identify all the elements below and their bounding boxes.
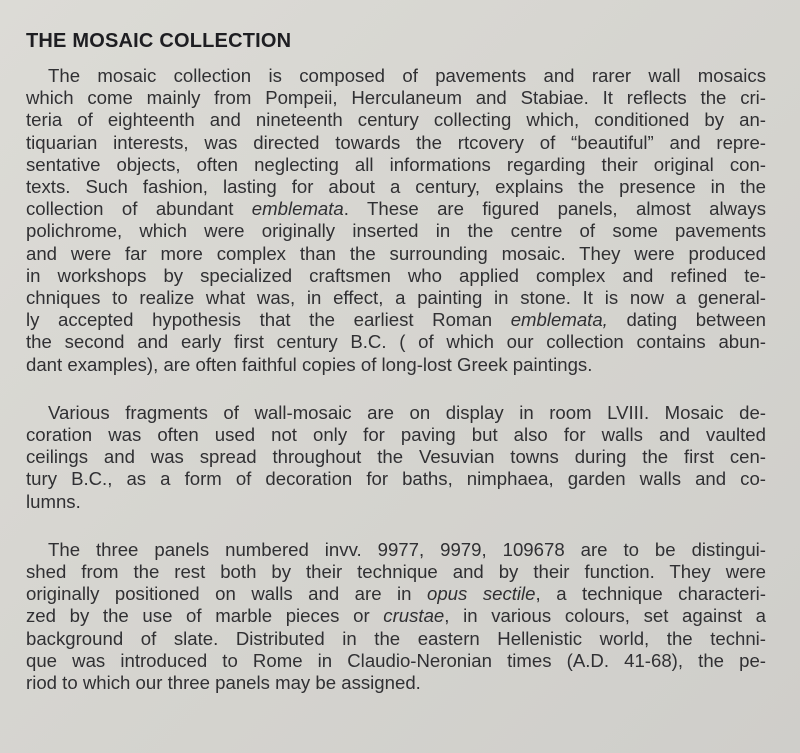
text-line: collection of abundant emblemata. These are figured panels, almost always xyxy=(26,198,766,220)
text-line: originally positioned on walls and are in opus sectile, a technique characteri- xyxy=(26,583,766,605)
text-line: tury B.C., as a form of decoration for baths, nimphaea, garden walls and co- xyxy=(26,468,766,490)
text-line: texts. Such fashion, lasting for about a century, explains the presence in the xyxy=(26,176,766,198)
text-line: ly accepted hypothesis that the earliest Roman emblemata, dating between xyxy=(26,309,767,331)
italic-term: emblemata xyxy=(251,198,344,220)
text-line: coration was often used not only for paving but also for walls and vaulted xyxy=(26,424,766,446)
text-line: chniques to realize what was, in effect, a painting in stone. It is now a general- xyxy=(26,287,766,309)
text-line: que was introduced to Rome in Claudio-Neronian times (A.D. 41-68), the pe- xyxy=(26,649,766,671)
text-line: the second and early first century B.C. ( of which our collection contains abun- xyxy=(26,331,766,353)
text-line: ceilings and was spread throughout the Vesuvian towns during the first cen- xyxy=(26,446,766,468)
paragraph-wall-mosaics xyxy=(26,402,766,513)
text-line: tiquarian interests, was directed towards the rtcovery of “beautiful” and repre- xyxy=(26,131,766,153)
italic-term: opus sectile xyxy=(427,583,536,605)
text-line: The three panels numbered invv. 9977, 9979, 109678 are to be distingui- xyxy=(48,538,766,560)
text-line: background of slate. Distributed in the eastern Hellenistic world, the techni- xyxy=(26,627,766,649)
text-line: dant examples), are often faithful copies of long-lost Greek paintings. xyxy=(26,353,593,375)
text-line: and were far more complex than the surrounding mosaic. They were produced xyxy=(26,242,766,264)
text-line: Various fragments of wall-mosaic are on display in room LVIII. Mosaic de- xyxy=(48,401,766,423)
text-line: The mosaic collection is composed of pavements and rarer wall mosaics xyxy=(48,65,766,86)
text-line: zed by the use of marble pieces or crustae, in various colours, set against a xyxy=(26,605,766,627)
italic-term: emblemata, xyxy=(510,309,608,331)
paragraph-collection-overview xyxy=(26,65,766,376)
text-line: lumns. xyxy=(26,490,81,512)
text-line: teria of eighteenth and nineteenth century collecting which, conditioned by an- xyxy=(26,109,766,131)
page-title: THE MOSAIC COLLECTION xyxy=(26,30,292,52)
text-line: which come mainly from Pompeii, Herculaneum and Stabiae. It reflects the cri- xyxy=(26,87,766,109)
italic-term: crustae xyxy=(383,605,445,627)
paragraph-opus-sectile-panels xyxy=(26,539,766,694)
text-line: sentative objects, often neglecting all informations regarding their original con- xyxy=(26,153,766,175)
text-line: in workshops by specialized craftsmen who applied complex and refined te- xyxy=(26,264,766,286)
text-line: shed from the rest both by their technique and by their function. They were xyxy=(26,561,766,583)
text-line: polichrome, which were originally inserted in the centre of some pavements xyxy=(26,220,766,242)
text-line: riod to which our three panels may be assigned. xyxy=(26,672,421,694)
